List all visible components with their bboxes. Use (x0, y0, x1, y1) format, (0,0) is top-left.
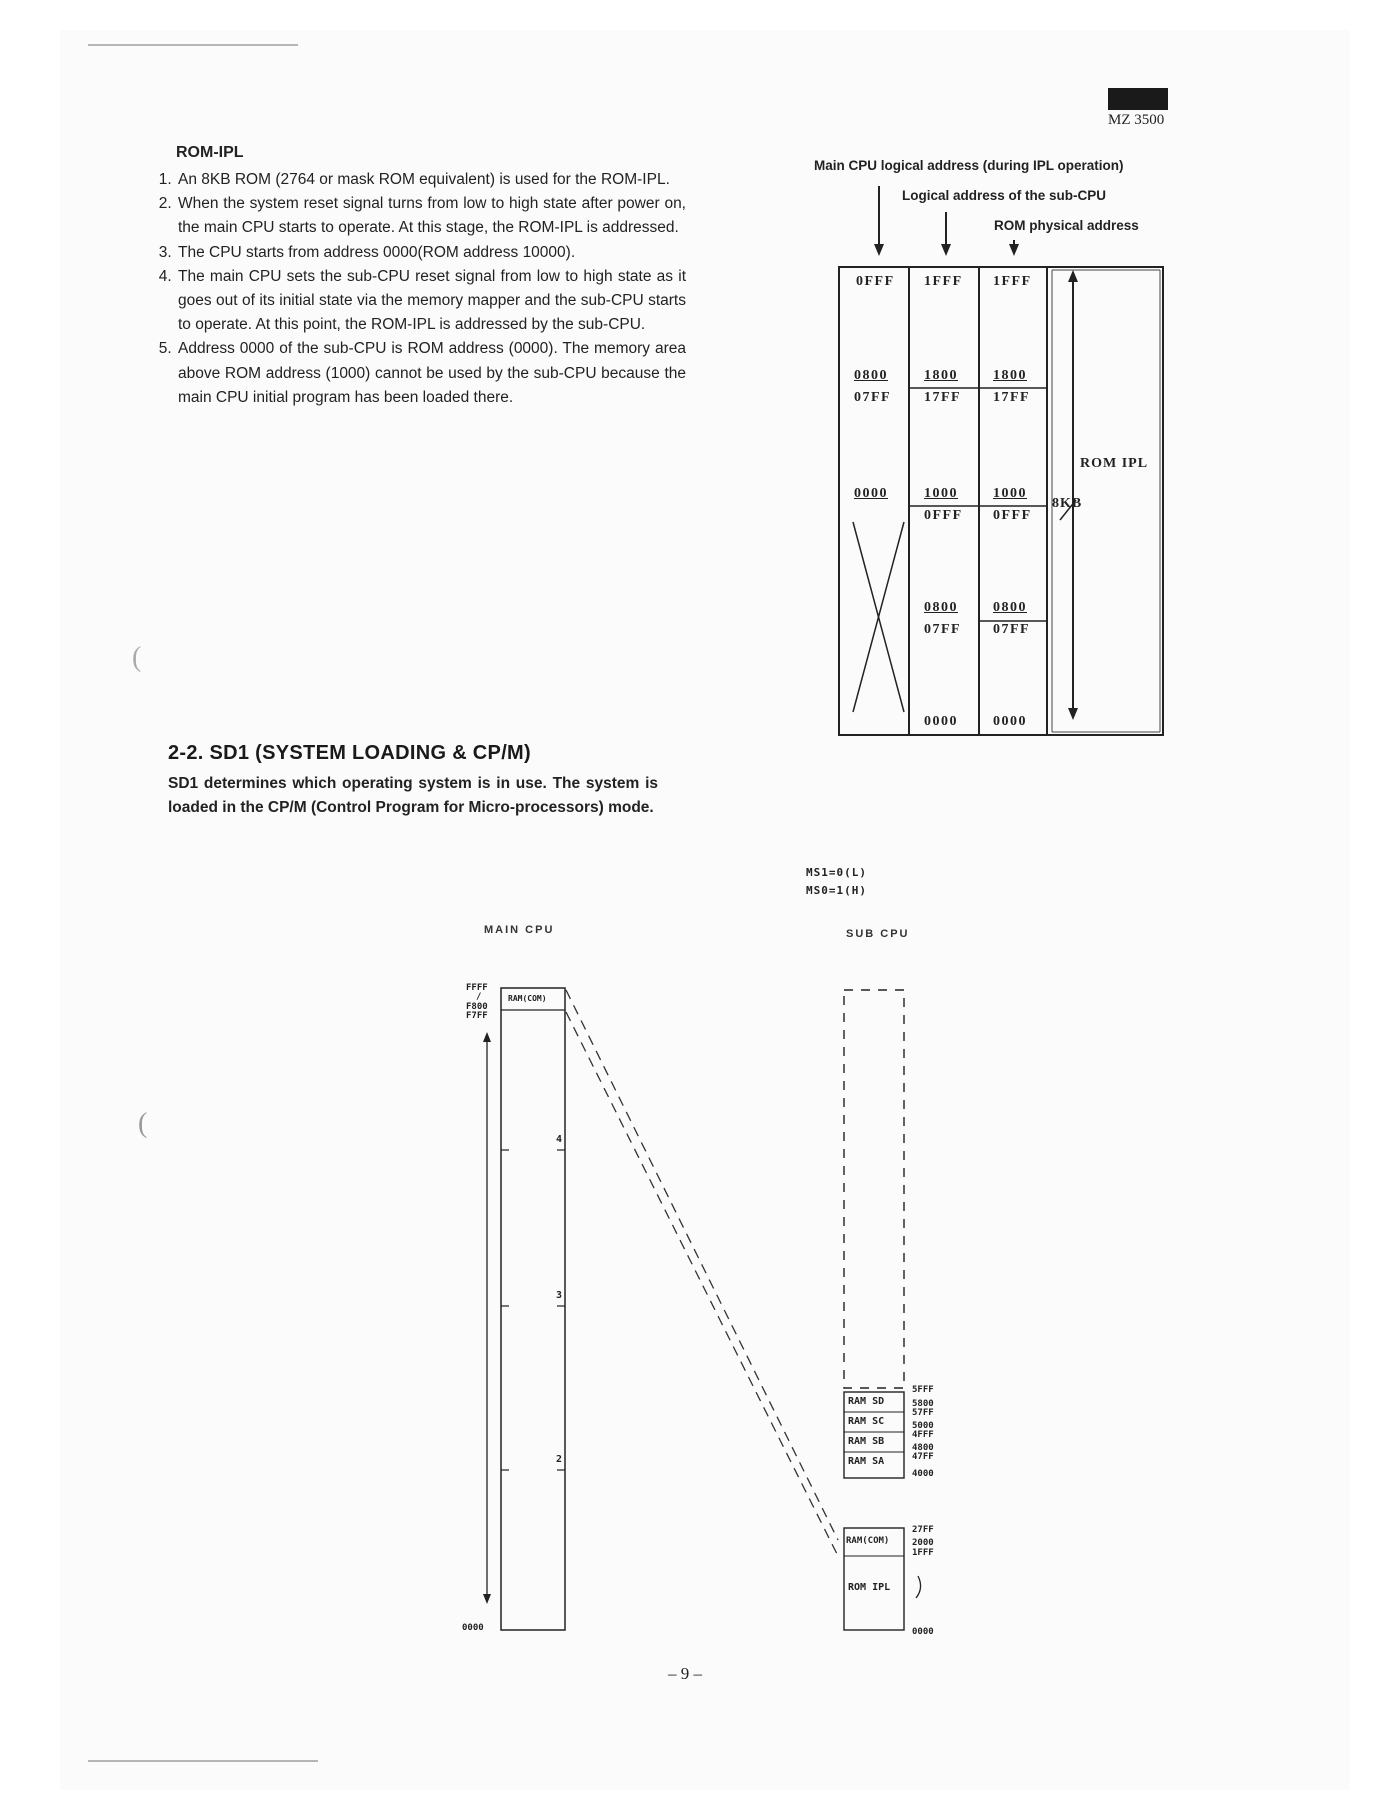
list-item: 4. The main CPU sets the sub-CPU reset signal from low to high state as it goes out of its initial state via the memory mapper and the sub-CPU starts to operate. At this point, the ROM-IPL is addressed by the sub-CPU. (176, 265, 686, 338)
punch-hole-mark: ( (138, 1108, 148, 1139)
section-body: SD1 determines which operating system is in use. The system is loaded in the CP/M (Control Program for Micro-processors) mode. (168, 775, 658, 817)
sub-addr: 57FF (912, 1408, 934, 1418)
list-item: 5. Address 0000 of the sub-CPU is ROM address (0000). The memory area above ROM address (1000) cannot be used by the sub-CPU because the main CPU initial program has been loaded there. (176, 337, 686, 410)
col1-addr: 0800 (854, 368, 888, 383)
col1-addr: 07FF (854, 390, 892, 405)
size-label: 8KB (1052, 496, 1083, 511)
col1-top: 0FFF (856, 274, 895, 289)
sub-ram-sb: RAM SB (848, 1436, 885, 1447)
col2-bottom: 0000 (924, 714, 958, 729)
list-item: 3. The CPU starts from address 0000(ROM address 10000). (176, 241, 686, 265)
sub-addr: 4FFF (912, 1430, 934, 1440)
col2-addr: 07FF (924, 622, 962, 637)
sub-addr: 5800 (912, 1399, 934, 1409)
list-item: 1. An 8KB ROM (2764 or mask ROM equivalent) is used for the ROM-IPL. (176, 168, 686, 192)
sub-addr: 4800 (912, 1443, 934, 1453)
sub-addr: 5FFF (912, 1385, 934, 1395)
sub-addr: 0000 (912, 1627, 934, 1637)
col3-addr: 17FF (993, 390, 1031, 405)
caption-sub-cpu: Logical address of the sub-CPU (902, 188, 1107, 203)
list-item: 2. When the system reset signal turns from low to high state after power on, the main CPU starts to operate. At this stage, the ROM-IPL is addressed. (176, 192, 686, 240)
rom-ipl-title: ROM-IPL (176, 144, 244, 161)
caption-rom-physical: ROM physical address (994, 218, 1139, 233)
sub-ram-sd: RAM SD (848, 1396, 885, 1407)
sub-addr: 2000 (912, 1538, 934, 1548)
main-bank-3: 3 (556, 1290, 563, 1301)
main-addr-f7ff: F7FF (466, 1011, 488, 1021)
main-addr-slash: / (476, 992, 482, 1002)
col2-addr: 1000 (924, 486, 958, 501)
main-bank-4: 4 (556, 1134, 563, 1145)
col2-addr: 0FFF (924, 508, 963, 523)
sub-addr: 4000 (912, 1469, 934, 1479)
sub-addr: 27FF (912, 1525, 934, 1535)
punch-hole-mark: ( (132, 642, 142, 673)
col2-addr: 17FF (924, 390, 962, 405)
sub-addr: 5000 (912, 1421, 934, 1431)
col2-addr: 1800 (924, 368, 958, 383)
sub-addr: 47FF (912, 1452, 934, 1462)
main-cpu-label: MAIN CPU (484, 924, 555, 936)
sub-ram-sc: RAM SC (848, 1416, 885, 1427)
main-ram-com: RAM(COM) (508, 994, 547, 1003)
sub-ram-com: RAM(COM) (846, 1536, 890, 1546)
ms0-label: MS0=1(H) (806, 884, 867, 897)
col3-addr: 07FF (993, 622, 1031, 637)
col3-addr: 0FFF (993, 508, 1032, 523)
sub-cpu-label: SUB CPU (846, 928, 910, 940)
col2-top: 1FFF (924, 274, 963, 289)
ms1-label: MS1=0(L) (806, 866, 867, 879)
model-number: MZ 3500 (1108, 112, 1165, 128)
col3-addr: 1800 (993, 368, 1027, 383)
main-bank-2: 2 (556, 1454, 563, 1465)
col1-bottom: 0000 (854, 486, 888, 501)
main-addr-f800: F800 (466, 1002, 488, 1012)
main-addr-ffff: FFFF (466, 983, 488, 993)
col3-addr: 1000 (993, 486, 1027, 501)
caption-main-cpu: Main CPU logical address (during IPL operation) (814, 158, 1124, 173)
section-heading: 2-2. SD1 (SYSTEM LOADING & CP/M) (168, 742, 531, 764)
col3-top: 1FFF (993, 274, 1032, 289)
col3-bottom: 0000 (993, 714, 1027, 729)
col3-addr: 0800 (993, 600, 1027, 615)
page-number: – 9 – (668, 1664, 702, 1683)
rom-ipl-label: ROM IPL (1080, 456, 1149, 471)
sub-ram-sa: RAM SA (848, 1456, 885, 1467)
sub-addr: 1FFF (912, 1548, 934, 1558)
sub-rom-ipl: ROM IPL (848, 1582, 891, 1593)
main-addr-0000: 0000 (462, 1623, 484, 1633)
col2-addr: 0800 (924, 600, 958, 615)
